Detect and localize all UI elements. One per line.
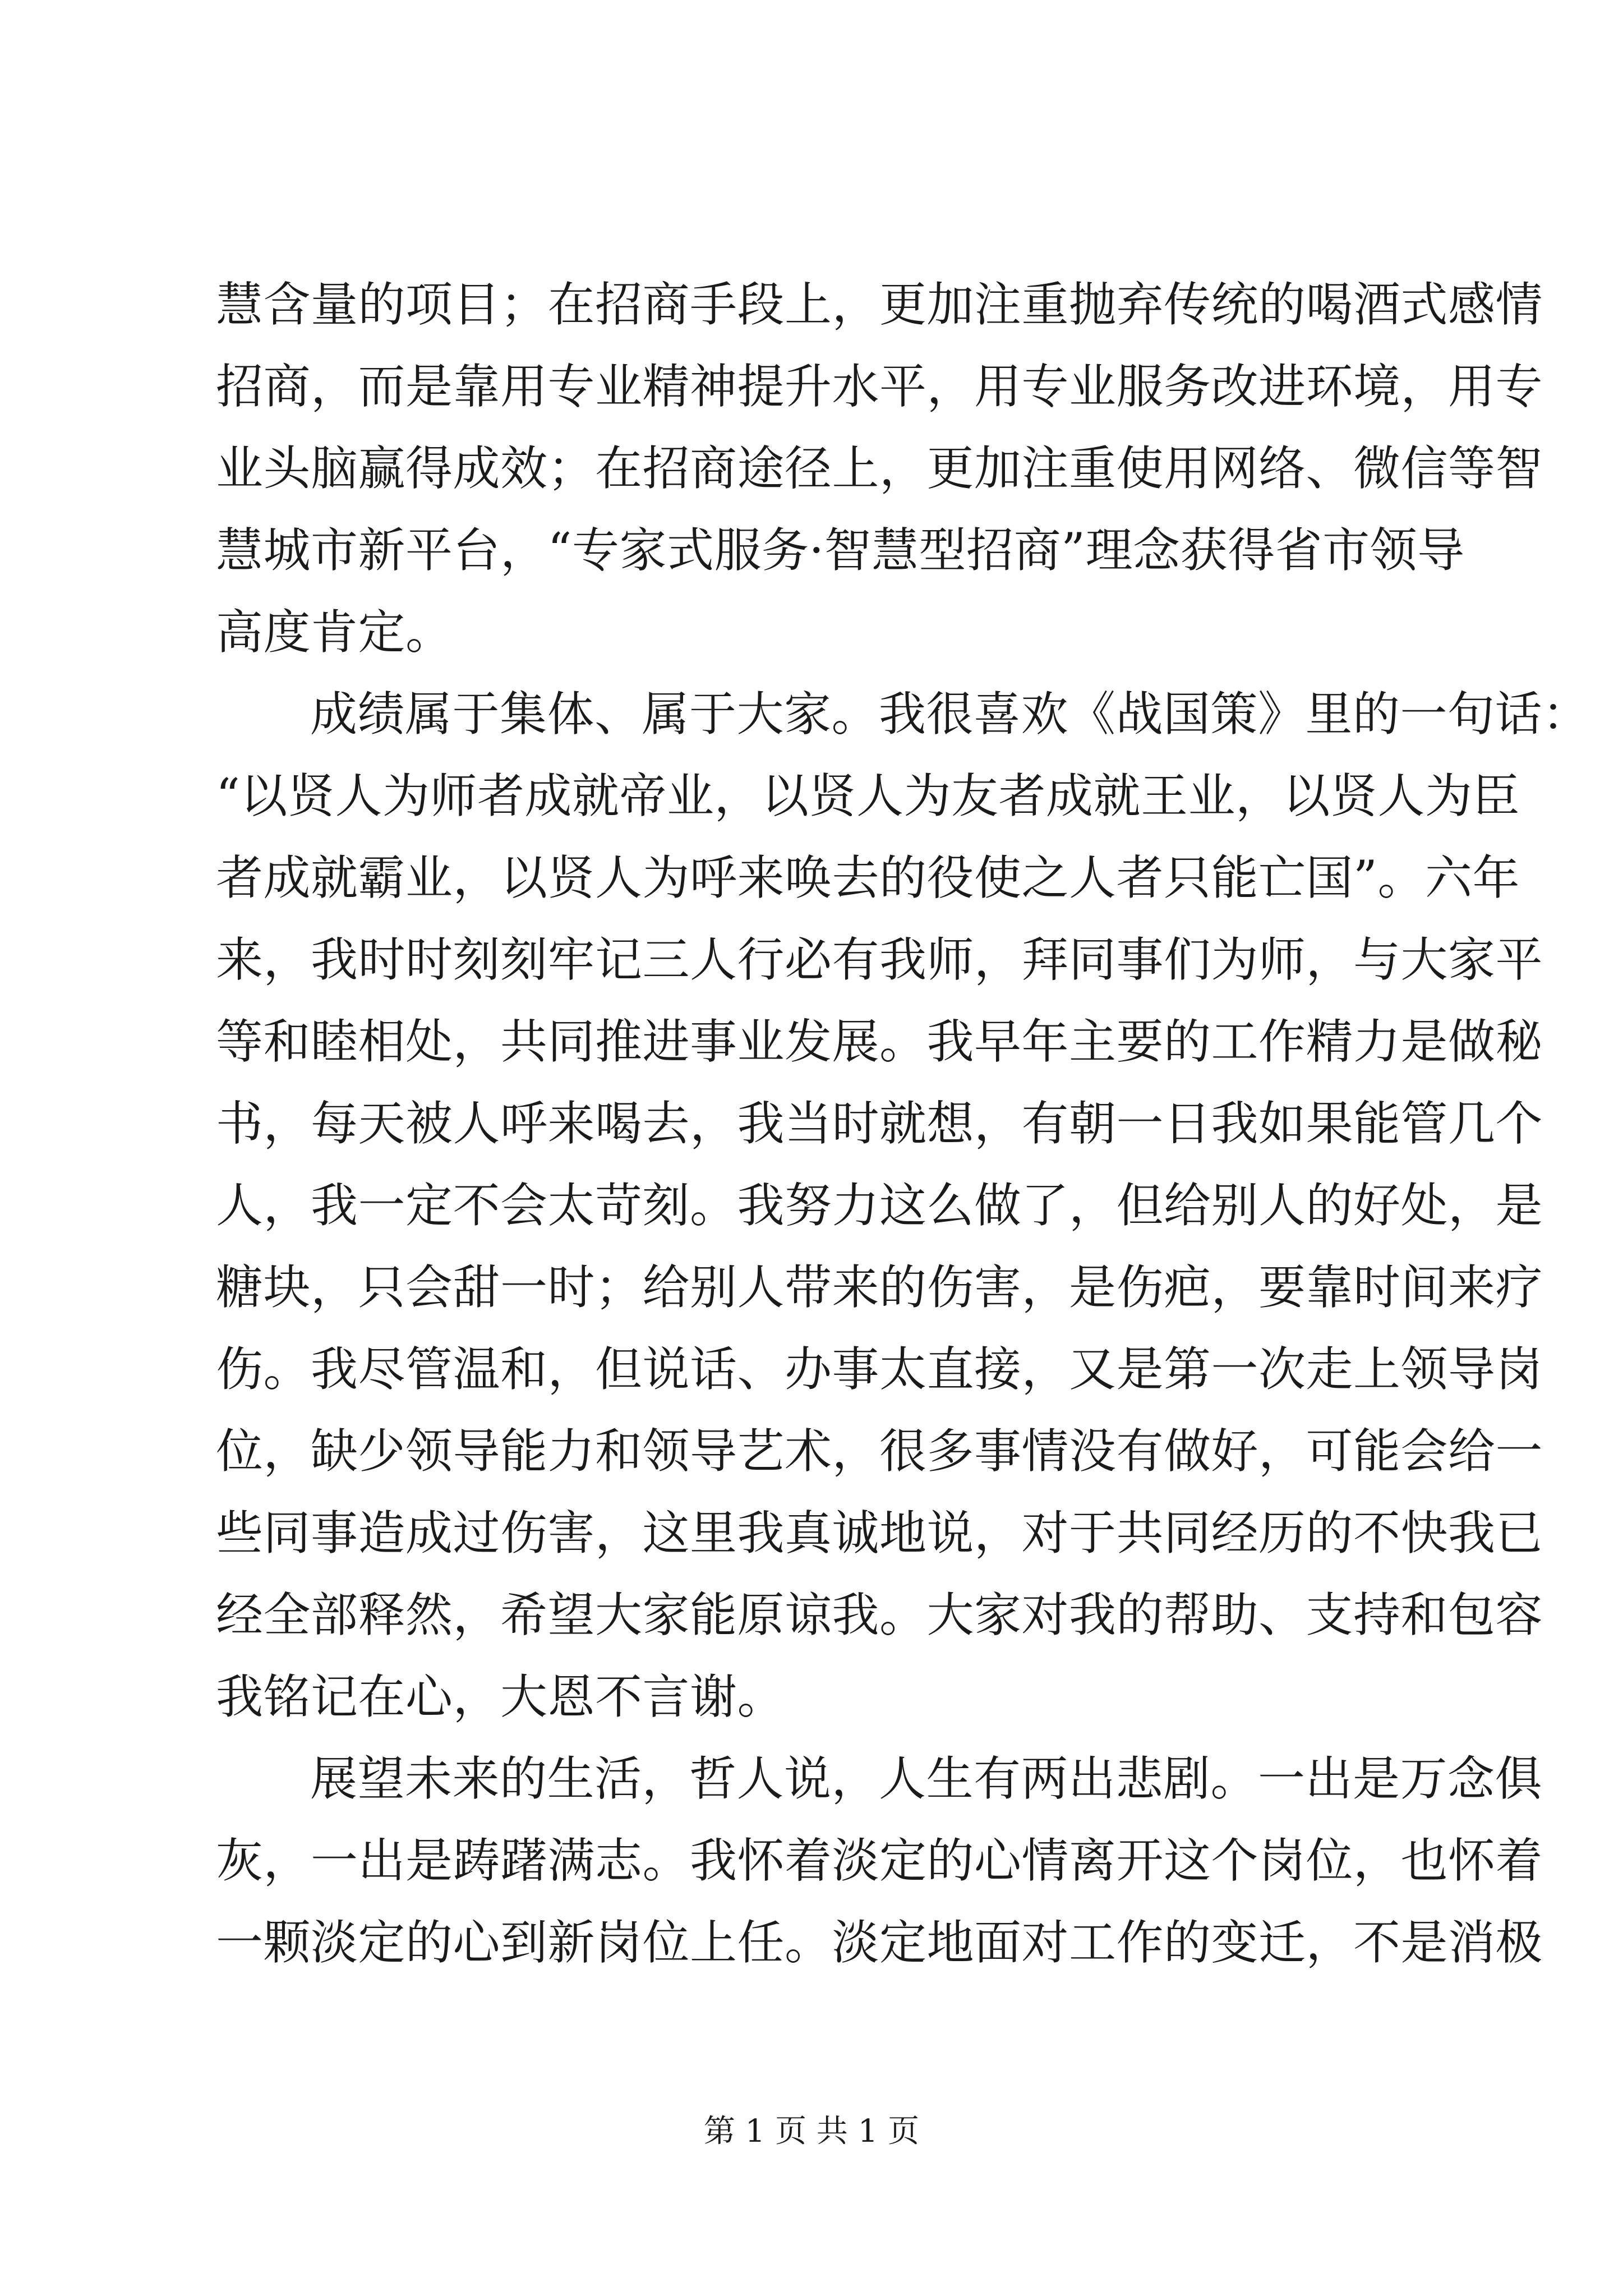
paragraph-2-line-8: 糖块，只会甜一时；给别人带来的伤害，是伤疤，要靠时间来疗: [216, 1260, 1543, 1315]
paragraph-3-line-3: 一颗淡定的心到新岗位上任。淡定地面对工作的变迁，不是消极: [216, 1915, 1543, 1970]
page-number-label: 第 1 页 共 1 页: [703, 2113, 920, 2150]
paragraph-3-line-2: 灰，一出是踌躇满志。我怀着淡定的心情离开这个岗位，也怀着: [216, 1833, 1543, 1888]
paragraph-1-line-5: 高度肯定。: [216, 605, 453, 660]
paragraph-2-line-7: 人，我一定不会太苛刻。我努力这么做了，但给别人的好处，是: [216, 1178, 1543, 1233]
paragraph-2-line-5: 等和睦相处，共同推进事业发展。我早年主要的工作精力是做秘: [216, 1014, 1543, 1069]
paragraph-1-line-1: 慧含量的项目；在招商手段上，更加注重抛弃传统的喝酒式感情: [216, 277, 1543, 332]
paragraph-1-line-4: 慧城市新平台，“专家式服务·智慧型招商”理念获得省市领导: [216, 523, 1465, 578]
paragraph-2-line-10: 位，缺少领导能力和领导艺术，很多事情没有做好，可能会给一: [216, 1424, 1543, 1479]
paragraph-2-line-13: 我铭记在心，大恩不言谢。: [216, 1669, 785, 1724]
paragraph-2-line-3: 者成就霸业，以贤人为呼来唤去的役使之人者只能亡国”。六年: [216, 850, 1520, 905]
paragraph-2-line-6: 书，每天被人呼来喝去，我当时就想，有朝一日我如果能管几个: [216, 1096, 1543, 1151]
body-text: [216, 264, 1590, 1984]
page-footer: [0, 2109, 1623, 2154]
paragraph-2-line-11: 些同事造成过伤害，这里我真诚地说，对于共同经历的不快我已: [216, 1506, 1543, 1561]
paragraph-2-line-2: “以贤人为师者成就帝业，以贤人为友者成就王业，以贤人为臣: [216, 769, 1520, 823]
paragraph-3-line-1: 展望未来的生活，哲人说，人生有两出悲剧。一出是万念俱: [310, 1751, 1543, 1806]
paragraph-2-line-9: 伤。我尽管温和，但说话、办事太直接，又是第一次走上领导岗: [216, 1342, 1543, 1397]
paragraph-2-line-1: 成绩属于集体、属于大家。我很喜欢《战国策》里的一句话：: [310, 687, 1590, 742]
paragraph-2-line-4: 来，我时时刻刻牢记三人行必有我师，拜同事们为师，与大家平: [216, 932, 1543, 987]
paragraph-1-line-3: 业头脑赢得成效；在招商途径上，更加注重使用网络、微信等智: [216, 441, 1543, 496]
paragraph-1-line-2: 招商，而是靠用专业精神提升水平，用专业服务改进环境，用专: [216, 359, 1543, 414]
paragraph-2-line-12: 经全部释然，希望大家能原谅我。大家对我的帮助、支持和包容: [216, 1588, 1543, 1642]
